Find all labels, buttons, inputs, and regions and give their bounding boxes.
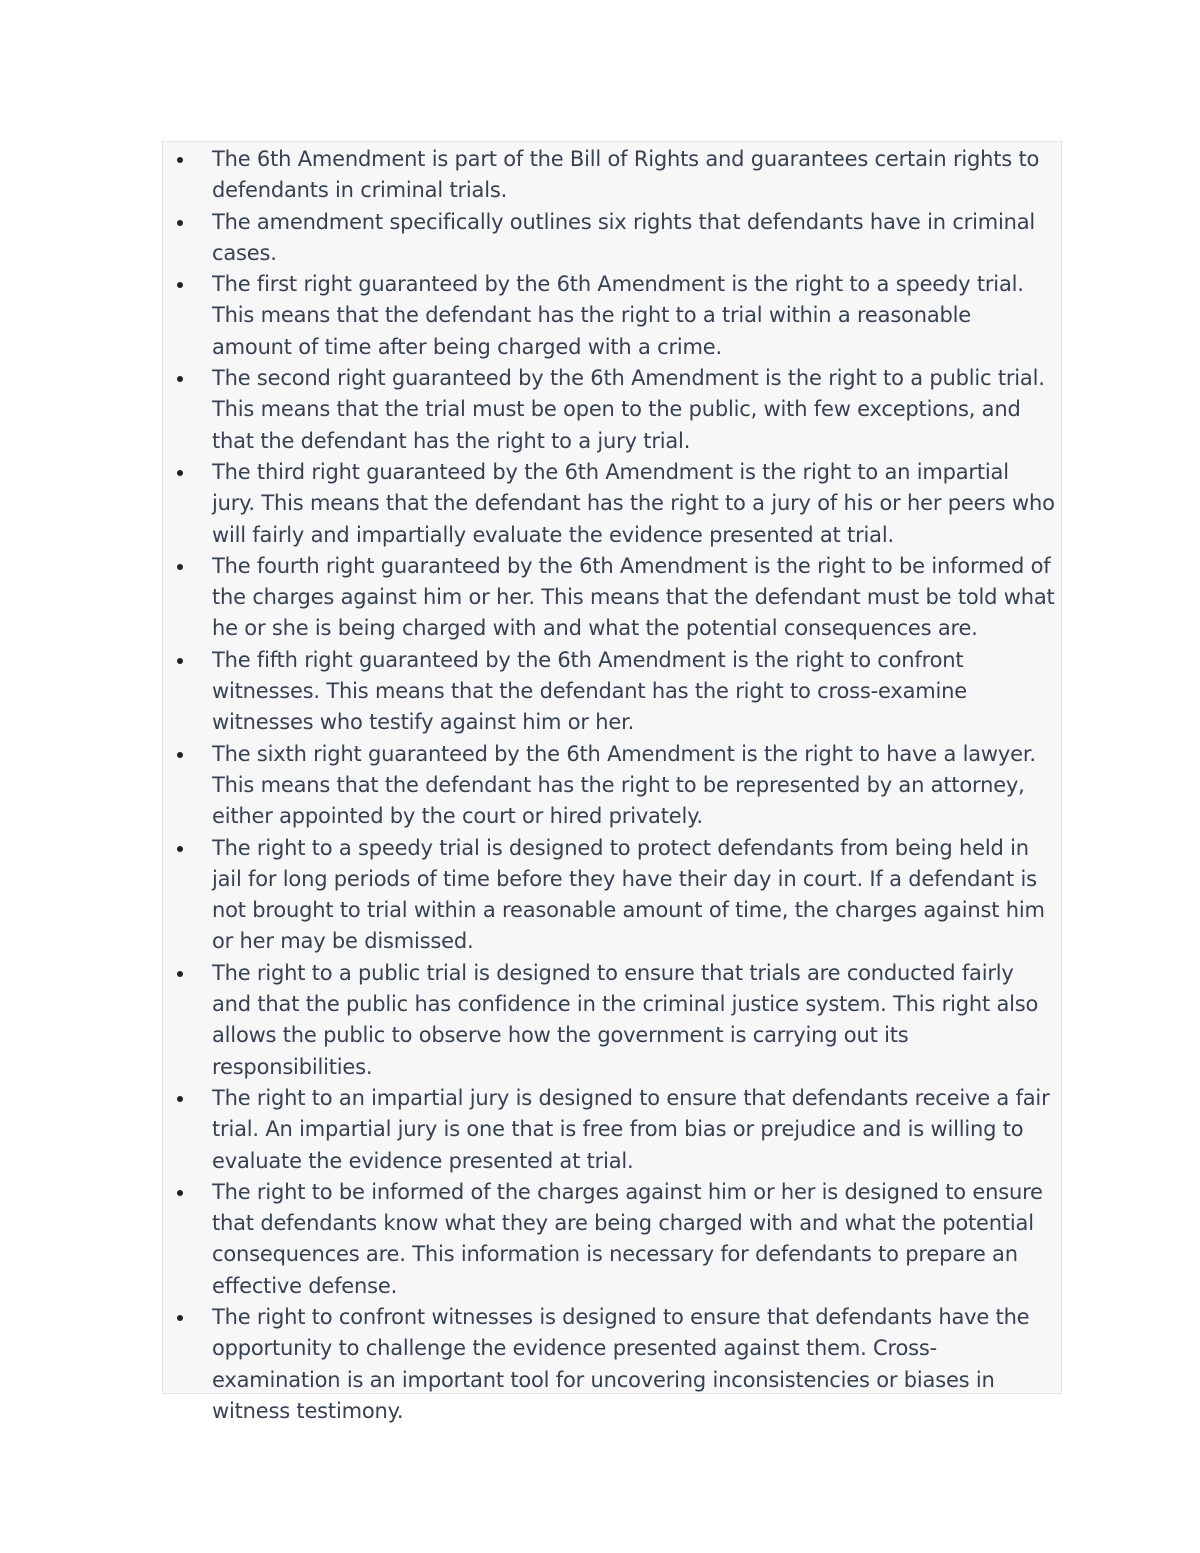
- bullet-list: [163, 142, 1061, 1427]
- list-item: [163, 457, 1061, 551]
- list-item-text: The sixth right guaranteed by the 6th Amendment is the right to have a lawyer. This means that the defendant has the right to be represented by an attorney, either appointed by the court or hired privately.: [212, 741, 1036, 829]
- bullet-icon: [177, 157, 183, 163]
- content-box: [162, 141, 1062, 1423]
- list-item: [163, 551, 1061, 645]
- list-item: [163, 1177, 1061, 1302]
- bullet-icon: [177, 282, 183, 288]
- bullet-icon: [177, 376, 183, 382]
- bullet-icon: [177, 846, 183, 852]
- list-item: [163, 645, 1061, 739]
- list-item-text: The amendment specifically outlines six rights that defendants have in criminal cases.: [212, 209, 1036, 265]
- bullet-icon: [177, 220, 183, 226]
- list-item: [163, 144, 1061, 207]
- list-item: [163, 1302, 1061, 1427]
- list-item-text: The fifth right guaranteed by the 6th Amendment is the right to confront witnesses. This means that the defendant has the right to cross-examine witnesses who testify against him or her.: [212, 647, 967, 735]
- list-item-text: The 6th Amendment is part of the Bill of Rights and guarantees certain rights to defendants in criminal trials.: [212, 147, 1040, 203]
- bullet-icon: [177, 752, 183, 758]
- list-item-text: The third right guaranteed by the 6th Amendment is the right to an impartial jury. This means that the defendant has the right to a jury of his or her peers who will fairly and impartially evaluate the evidence presented at trial.: [212, 459, 1055, 547]
- list-item-text: The right to confront witnesses is designed to ensure that defendants have the opportunity to challenge the evidence presented against them. Cross-examination is an important tool for uncovering inconsistencies or biases in witness testimony.: [212, 1304, 1030, 1423]
- bullet-icon: [177, 1096, 183, 1102]
- list-item: [163, 207, 1061, 270]
- list-item-text: The first right guaranteed by the 6th Amendment is the right to a speedy trial. This means that the defendant has the right to a trial within a reasonable amount of time after being charged with a crime.: [212, 272, 1024, 359]
- bullet-icon: [177, 658, 183, 664]
- list-item: [163, 269, 1061, 363]
- bullet-icon: [177, 1315, 183, 1321]
- bullet-icon: [177, 470, 183, 476]
- list-item: [163, 363, 1061, 457]
- list-item: [163, 833, 1061, 958]
- bullet-icon: [177, 1190, 183, 1196]
- bullet-icon: [177, 971, 183, 977]
- list-item: [163, 958, 1061, 1083]
- list-item-text: The fourth right guaranteed by the 6th Amendment is the right to be informed of the charges against him or her. This means that the defendant must be told what he or she is being charged with and what the potential consequences are.: [212, 553, 1055, 641]
- list-item-text: The right to be informed of the charges against him or her is designed to ensure that defendants know what they are being charged with and what the potential consequences are. This information is necessary for defendants to prepare an effective defense.: [212, 1179, 1043, 1298]
- bullet-icon: [177, 564, 183, 570]
- list-item-text: The right to an impartial jury is designed to ensure that defendants receive a fair trial. An impartial jury is one that is free from bias or prejudice and is willing to evaluate the evidence presented at trial.: [212, 1085, 1050, 1173]
- list-item: [163, 1083, 1061, 1177]
- list-item-text: The right to a public trial is designed to ensure that trials are conducted fairly and that the public has confidence in the criminal justice system. This right also allows the public to observe how the government is carrying out its responsibilities.: [212, 960, 1039, 1079]
- list-item-text: The right to a speedy trial is designed to protect defendants from being held in jail for long periods of time before they have their day in court. If a defendant is not brought to trial within a reasonable amount of time, the charges against him or her may be dismissed.: [212, 835, 1045, 954]
- list-item: [163, 739, 1061, 833]
- list-item-text: The second right guaranteed by the 6th Amendment is the right to a public trial. This means that the trial must be open to the public, with few exceptions, and that the defendant has the right to a jury trial.: [212, 366, 1045, 453]
